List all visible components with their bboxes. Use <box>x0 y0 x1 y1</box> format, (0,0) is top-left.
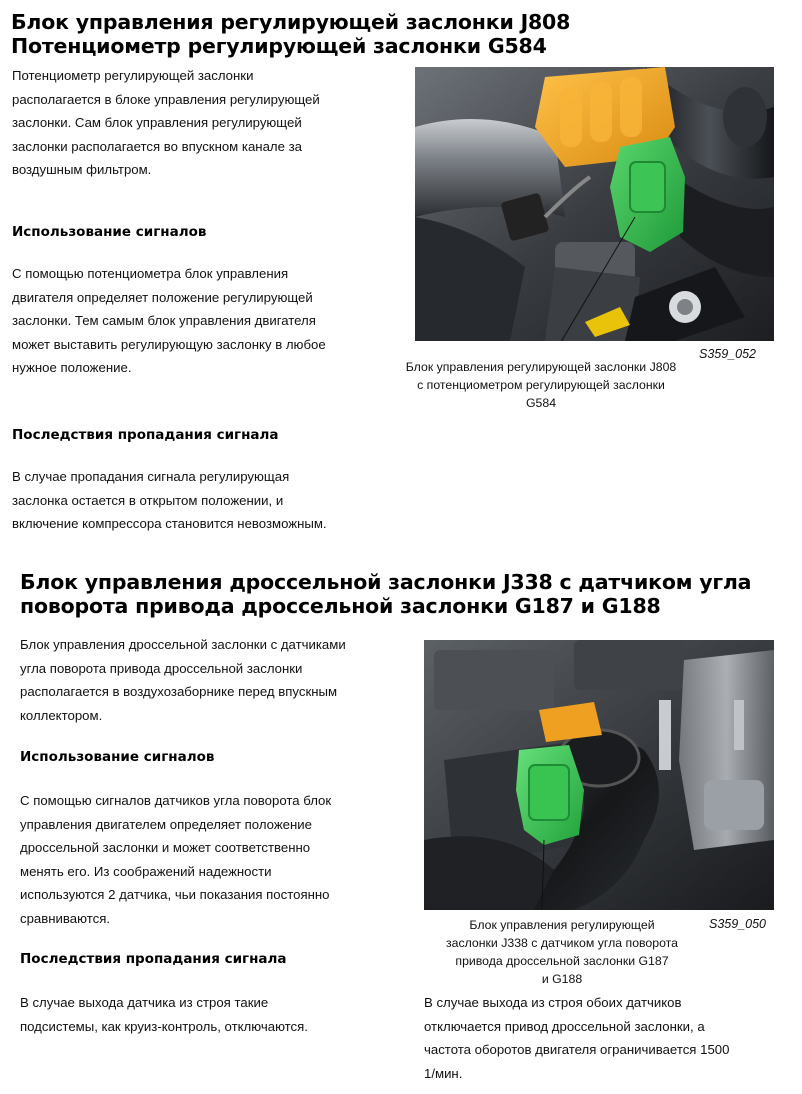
text-line: заслонки. Сам блок управления регулирующей <box>12 115 302 131</box>
engine-photo-j808 <box>415 67 774 341</box>
section2-failure-text-right <box>424 991 794 1085</box>
caption-line: привода дроссельной заслонки G187 <box>455 954 669 968</box>
caption-line: G584 <box>525 396 557 410</box>
section2-title-line2: поворота привода дроссельной заслонки G187 и G188 <box>20 594 661 618</box>
text-line: воздушным фильтром. <box>12 162 152 178</box>
text-line: сравниваются. <box>20 910 111 926</box>
text-line: С помощью сигналов датчиков угла поворота блок <box>20 793 332 808</box>
caption-line: с потенциометром регулирующей заслонки <box>417 378 665 392</box>
section2-failure-heading: Последствия пропадания сигнала <box>20 951 287 967</box>
text-line: заслонка остается в открытом положении, и <box>12 492 284 508</box>
text-line: 1/мин. <box>424 1065 463 1081</box>
text-line: Потенциометр регулирующей заслонки <box>12 68 254 83</box>
text-line: дроссельной заслонки и может соответственно <box>20 840 311 856</box>
section1-intro <box>12 64 402 182</box>
text-line: частота оборотов двигателя ограничивается 1500 <box>424 1042 730 1058</box>
section2-title-line1: Блок управления дроссельной заслонки J338 с датчиком угла <box>20 570 752 594</box>
text-line: управления двигателем определяет положение <box>20 816 313 832</box>
figure2-caption <box>424 916 700 988</box>
text-line: коллектором. <box>20 707 103 723</box>
section1-failure-text <box>12 465 402 536</box>
section1-signals-text <box>12 262 402 380</box>
text-line: В случае пропадания сигнала регулирующая <box>12 469 290 484</box>
text-line: заслонки. Тем самым блок управления двигателя <box>12 313 316 329</box>
text-line: заслонки располагается во впускном канале за <box>12 138 302 154</box>
text-line: отключается привод дроссельной заслонки, а <box>424 1018 705 1034</box>
text-line: используются 2 датчика, чьи показания постоянно <box>20 887 330 903</box>
caption-line: Блок управления регулирующей <box>469 918 655 932</box>
section2-signals-heading: Использование сигналов <box>20 749 215 765</box>
section1-signals-heading: Использование сигналов <box>12 224 207 240</box>
section2-signals-text <box>20 789 410 931</box>
section2-failure-text <box>20 991 410 1038</box>
text-line: В случае выхода из строя обоих датчиков <box>424 995 682 1010</box>
text-line: Блок управления дроссельной заслонки с датчиками <box>20 637 346 652</box>
caption-line: Блок управления регулирующей заслонки J808 <box>405 360 677 374</box>
engine-illustration <box>424 640 774 910</box>
text-line: может выставить регулирующую заслонку в любое <box>12 336 326 352</box>
text-line: располагается в блоке управления регулирующей <box>12 91 320 107</box>
caption-line: и G188 <box>541 972 583 986</box>
text-line: В случае выхода датчика из строя такие <box>20 995 269 1010</box>
text-line: располагается в воздухозаборнике перед впускным <box>20 684 338 700</box>
section2-intro <box>20 633 410 727</box>
figure1-code: S359_052 <box>699 347 757 361</box>
figure1-caption <box>395 358 687 412</box>
section1-failure-heading: Последствия пропадания сигнала <box>12 427 279 443</box>
text-line: подсистемы, как круиз-контроль, отключаются. <box>20 1018 308 1034</box>
section1-title-line2: Потенциометр регулирующей заслонки G584 <box>11 34 547 58</box>
caption-line: заслонки J338 с датчиком угла поворота <box>445 936 679 950</box>
text-line: двигателя определяет положение регулирующей <box>12 289 313 305</box>
engine-photo-j338 <box>424 640 774 910</box>
text-line: угла поворота привода дроссельной заслонки <box>20 660 303 676</box>
figure2-code: S359_050 <box>709 917 767 931</box>
text-line: менять его. Из соображений надежности <box>20 863 272 879</box>
section1-title-line1: Блок управления регулирующей заслонки J808 <box>11 10 571 34</box>
text-line: нужное положение. <box>12 360 132 376</box>
text-line: включение компрессора становится невозможным. <box>12 516 327 532</box>
text-line: С помощью потенциометра блок управления <box>12 266 289 281</box>
engine-illustration <box>415 67 774 341</box>
